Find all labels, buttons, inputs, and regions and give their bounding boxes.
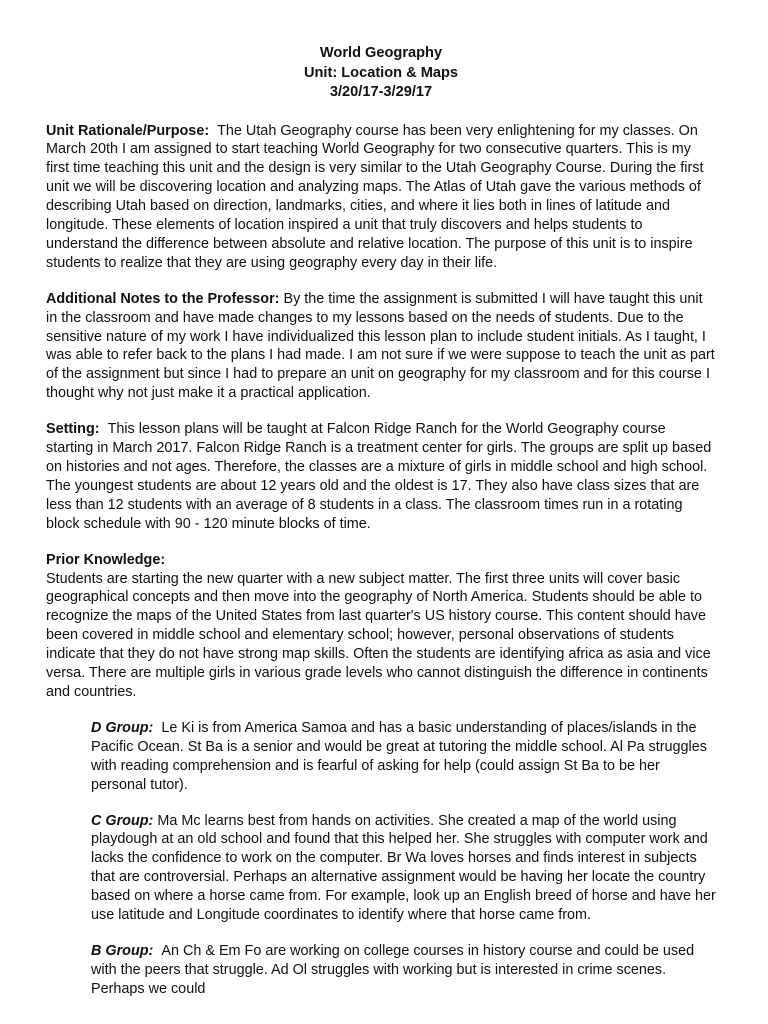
unit-dates: 3/20/17-3/29/17: [329, 84, 433, 100]
group-c: [91, 812, 716, 925]
group-d-text: Le Ki is from America Samoa and has a basic understanding of places/islands in the Pacific Ocean. St Ba is a senior and would be great at tutoring the middle school. Al Pa struggles with reading comprehension and is fearful of asking for help (could assign St Ba to be her personal tutor).: [91, 719, 707, 793]
rationale-text: The Utah Geography course has been very enlightening for my classes. On March 20th I am assigned to start teaching World Geography for two consecutive quarters. This is my first time teaching this unit and the design is very similar to the Utah Geography Course. During the first unit we will be discovering location and analyzing maps. The Atlas of Utah gave the various methods of describing Utah based on direction, landmarks, cities, and where it lies both in lines of latitude and longitude. These elements of location inspired a unit that truly discovers and helps students to understand the difference between absolute and relative location. The purpose of this unit is to inspire students to realize that they are using geography every day in their life.: [46, 122, 704, 271]
notes-text: By the time the assignment is submitted I will have taught this unit in the classroom and have made changes to my lessons based on the needs of students. Due to the sensitive nature of my work I have individualized this lesson plan to include student initials. As I taught, I was able to refer back to the plans I had made. I am not sure if we were suppose to teach the unit as part of the assignment but since I had to prepare an unit on geography for my classroom and for this course I thought why not just make it a practical application.: [46, 290, 715, 402]
setting-text: This lesson plans will be taught at Falcon Ridge Ranch for the World Geography course starting in March 2017. Falcon Ridge Ranch is a treatment center for girls. The groups are split up based on histories and not ages. Therefore, the classes are a mixture of girls in middle school and high school. The youngest students are about 12 years old and the oldest is 17. They also have class sizes that are less than 12 students with an average of 8 students in a class. The classroom times run in a rotating block schedule with 90 - 120 minute blocks of time.: [46, 421, 712, 532]
group-b: [91, 942, 716, 999]
group-d: [91, 719, 716, 795]
notes-label: Additional Notes to the Professor:: [46, 290, 280, 307]
prior-knowledge-section: [46, 551, 716, 702]
group-c-text: Ma Mc learns best from hands on activities. She created a map of the world using playdough at an old school and found that this helped her. She struggles with computer work and lacks the confidence to work on the computer. Br Wa loves horses and finds interest in subjects that are controversial. Perhaps an alternative assignment would be having her locate the country based on where a horse came from. For example, look up an English breed of horse and have her use latitude and Longitude coordinates to identify where that horse came from.: [91, 812, 716, 924]
setting-label: Setting:: [46, 421, 100, 438]
prior-knowledge-label: Prior Knowledge:: [46, 551, 166, 568]
document-header: [46, 44, 716, 103]
rationale-label: Unit Rationale/Purpose:: [46, 122, 210, 139]
group-b-label: B Group:: [91, 942, 154, 959]
document-title: World Geography: [319, 45, 443, 61]
setting-section: [46, 420, 716, 533]
group-b-text: An Ch & Em Fo are working on college courses in history course and could be used with the peers that struggle. Ad Ol struggles with working but is interested in crime scenes. Perhaps we could: [91, 942, 695, 997]
notes-section: [46, 290, 716, 403]
unit-title: Unit: Location & Maps: [303, 64, 459, 81]
group-c-label: C Group:: [91, 812, 154, 829]
rationale-section: [46, 122, 716, 273]
prior-knowledge-text: Students are starting the new quarter with a new subject matter. The first three units will cover basic geographical concepts and then move into the geography of North America. Students should be able to recognize the maps of the United States from last quarter's US history course. This content should have been covered in middle school and elementary school; however, personal observations of students indicate that they do not have strong map skills. Often the students are identifying africa as asia and vice versa. There are multiple girls in various grade levels who cannot distinguish the difference in continents and countries.: [46, 570, 711, 700]
group-d-label: D Group:: [91, 719, 154, 736]
